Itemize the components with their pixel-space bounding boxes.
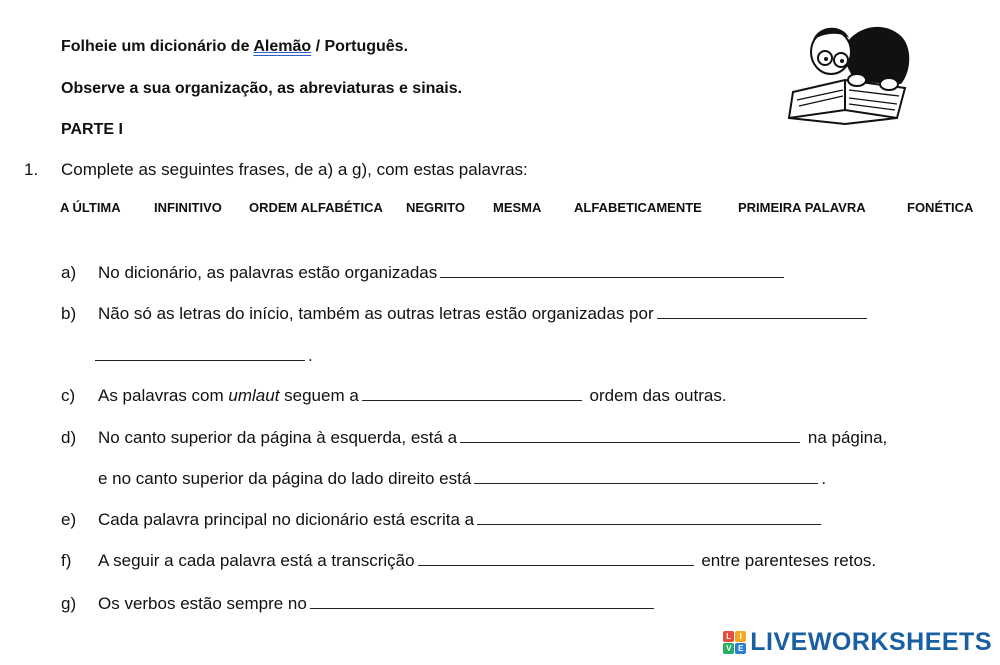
header-underlined-word: Alemão — [253, 38, 312, 55]
item-a — [61, 261, 787, 283]
item-text: e no canto superior da página do lado direito está — [98, 469, 472, 488]
answer-blank-c[interactable] — [362, 384, 582, 401]
item-after: ordem das outras. — [589, 386, 727, 405]
word-bank-item: INFINITIVO — [154, 200, 222, 215]
item-text: As palavras com — [98, 386, 229, 405]
answer-blank-b-2[interactable] — [95, 344, 305, 361]
logo-mark-cell: E — [735, 643, 746, 654]
item-d — [61, 426, 887, 448]
item-letter: d) — [61, 428, 77, 447]
item-c — [61, 384, 727, 406]
word-bank-item: MESMA — [493, 200, 542, 215]
logo-mark-cell: V — [723, 643, 734, 654]
word-bank-item: PRIMEIRA PALAVRA — [738, 200, 866, 215]
header-line-1 — [61, 38, 408, 56]
answer-blank-e[interactable] — [477, 508, 821, 525]
item-text: No dicionário, as palavras estão organizadas — [98, 263, 438, 282]
item-text: No canto superior da página à esquerda, está a — [98, 428, 458, 447]
logo-mark-cell: I — [735, 631, 746, 642]
item-e — [61, 508, 824, 530]
item-text: Cada palavra principal no dicionário está escrita a — [98, 510, 475, 529]
item-text: seguem a — [279, 386, 359, 405]
header-line-1-prefix: Folheie um dicionário de — [61, 38, 254, 55]
word-bank-item: ORDEM ALFABÉTICA — [249, 200, 383, 215]
item-end: . — [821, 469, 827, 488]
item-letter: g) — [61, 594, 77, 613]
answer-blank-b-1[interactable] — [657, 302, 867, 319]
word-bank-item: NEGRITO — [406, 200, 465, 215]
item-f — [61, 549, 876, 571]
answer-blank-f[interactable] — [418, 549, 694, 566]
item-after: na página, — [807, 428, 888, 447]
item-letter: b) — [61, 304, 77, 323]
item-letter: f) — [61, 551, 72, 570]
item-letter: a) — [61, 263, 77, 282]
header-line-1-suffix: / Português. — [311, 38, 409, 55]
item-b-continuation — [95, 344, 313, 366]
liveworksheets-logo — [723, 628, 992, 657]
instruction-line — [24, 160, 528, 180]
item-text: Não só as letras do início, também as outras letras estão organizadas por — [98, 304, 654, 323]
word-bank-item: FONÉTICA — [907, 200, 974, 215]
part-title: PARTE I — [61, 121, 123, 138]
answer-blank-a[interactable] — [440, 261, 784, 278]
word-bank-item: A ÚLTIMA — [60, 200, 121, 215]
logo-mark-cell: L — [723, 631, 734, 642]
item-end: . — [308, 346, 313, 365]
logo-mark-icon — [723, 631, 746, 654]
instruction-text: Complete as seguintes frases, de a) a g), com estas palavras: — [61, 160, 528, 179]
item-after: entre parenteses retos. — [701, 551, 877, 570]
item-text: A seguir a cada palavra está a transcrição — [98, 551, 415, 570]
item-letter: c) — [61, 386, 76, 405]
header-line-2: Observe a sua organização, as abreviaturas e sinais. — [61, 80, 463, 97]
reading-person-illustration — [785, 14, 915, 126]
answer-blank-g[interactable] — [310, 592, 654, 609]
item-d-continuation — [98, 467, 826, 489]
item-g — [61, 592, 657, 614]
item-text: Os verbos estão sempre no — [98, 594, 307, 613]
item-italic-word: umlaut — [228, 386, 280, 405]
instruction-number: 1. — [24, 160, 39, 179]
item-b — [61, 302, 870, 324]
answer-blank-d-2[interactable] — [474, 467, 818, 484]
word-bank-item: ALFABETICAMENTE — [574, 200, 702, 215]
answer-blank-d-1[interactable] — [460, 426, 800, 443]
logo-text: LIVEWORKSHEETS — [750, 628, 992, 656]
item-letter: e) — [61, 510, 77, 529]
